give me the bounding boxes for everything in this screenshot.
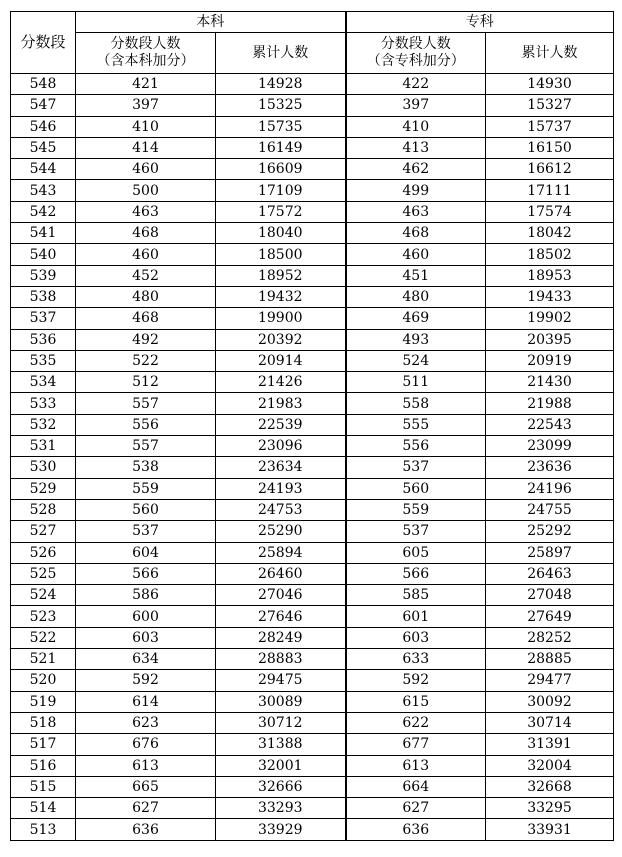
- score-cell: 524: [11, 585, 76, 606]
- benke-count-header: [76, 33, 216, 74]
- zhuanke-count-cell: 422: [346, 74, 486, 95]
- score-cell: 519: [11, 691, 76, 712]
- benke-cumulative-cell: 26460: [216, 563, 346, 584]
- benke-count-cell: 592: [76, 670, 216, 691]
- benke-cumulative-cell: 32001: [216, 755, 346, 776]
- zhuanke-cumulative-cell: 17111: [486, 180, 614, 201]
- table-row: [11, 521, 614, 542]
- zhuanke-cumulative-cell: 32668: [486, 776, 614, 797]
- benke-count-cell: 603: [76, 627, 216, 648]
- zhuanke-count-cell: 469: [346, 308, 486, 329]
- zhuanke-count-cell: 601: [346, 606, 486, 627]
- table-body: [11, 74, 614, 841]
- table-row: [11, 712, 614, 733]
- benke-count-cell: 627: [76, 798, 216, 819]
- zhuanke-cumulative-cell: 22543: [486, 414, 614, 435]
- benke-cumulative-cell: 32666: [216, 776, 346, 797]
- zhuanke-cumulative-cell: 32004: [486, 755, 614, 776]
- benke-count-header-line2: （含本科加分）: [96, 53, 195, 69]
- benke-cumulative-cell: 15735: [216, 116, 346, 137]
- score-cell: 534: [11, 372, 76, 393]
- table-row: [11, 350, 614, 371]
- zhuanke-cumulative-cell: 29477: [486, 670, 614, 691]
- table-row: [11, 180, 614, 201]
- zhuanke-count-cell: 677: [346, 734, 486, 755]
- zhuanke-count-cell: 664: [346, 776, 486, 797]
- score-cell: 548: [11, 74, 76, 95]
- zhuanke-count-cell: 493: [346, 329, 486, 350]
- zhuanke-cumulative-cell: 27048: [486, 585, 614, 606]
- benke-cumulative-cell: 27046: [216, 585, 346, 606]
- benke-cumulative-cell: 29475: [216, 670, 346, 691]
- zhuanke-count-cell: 480: [346, 286, 486, 307]
- table-row: [11, 627, 614, 648]
- score-cell: 532: [11, 414, 76, 435]
- table-row: [11, 606, 614, 627]
- score-cell: 544: [11, 159, 76, 180]
- zhuanke-cumulative-cell: 21988: [486, 393, 614, 414]
- score-cell: 514: [11, 798, 76, 819]
- score-cell: 526: [11, 542, 76, 563]
- zhuanke-cumulative-cell: 18953: [486, 265, 614, 286]
- benke-cumulative-cell: 33293: [216, 798, 346, 819]
- benke-count-cell: 397: [76, 95, 216, 116]
- benke-count-cell: 452: [76, 265, 216, 286]
- table-row: [11, 734, 614, 755]
- score-cell: 521: [11, 649, 76, 670]
- score-cell: 513: [11, 819, 76, 840]
- zhuanke-count-cell: 636: [346, 819, 486, 840]
- score-column-header: 分数段: [11, 12, 76, 74]
- zhuanke-count-cell: 622: [346, 712, 486, 733]
- benke-count-cell: 537: [76, 521, 216, 542]
- benke-cumulative-cell: 15325: [216, 95, 346, 116]
- score-cell: 540: [11, 244, 76, 265]
- zhuanke-cumulative-cell: 24755: [486, 499, 614, 520]
- zhuanke-cumulative-cell: 31391: [486, 734, 614, 755]
- benke-count-cell: 500: [76, 180, 216, 201]
- zhuanke-cumulative-cell: 23636: [486, 457, 614, 478]
- zhuanke-count-cell: 537: [346, 521, 486, 542]
- benke-cumulative-cell: 22539: [216, 414, 346, 435]
- benke-cumulative-cell: 20392: [216, 329, 346, 350]
- benke-cumulative-cell: 31388: [216, 734, 346, 755]
- table-row: [11, 436, 614, 457]
- table-row: [11, 542, 614, 563]
- benke-cumulative-cell: 30089: [216, 691, 346, 712]
- benke-count-cell: 480: [76, 286, 216, 307]
- table-row: [11, 585, 614, 606]
- benke-cumulative-cell: 18500: [216, 244, 346, 265]
- benke-cumulative-cell: 20914: [216, 350, 346, 371]
- benke-group-header: 本科: [76, 12, 346, 33]
- benke-count-header-line1: 分数段人数: [110, 36, 181, 52]
- benke-count-cell: 634: [76, 649, 216, 670]
- score-cell: 535: [11, 350, 76, 371]
- table-row: [11, 478, 614, 499]
- table-row: [11, 286, 614, 307]
- benke-cumulative-cell: 23634: [216, 457, 346, 478]
- table-row: [11, 649, 614, 670]
- benke-count-cell: 676: [76, 734, 216, 755]
- table-row: [11, 819, 614, 840]
- benke-cumulative-cell: 19432: [216, 286, 346, 307]
- score-cell: 536: [11, 329, 76, 350]
- zhuanke-cumulative-cell: 19902: [486, 308, 614, 329]
- benke-count-cell: 492: [76, 329, 216, 350]
- zhuanke-count-cell: 537: [346, 457, 486, 478]
- zhuanke-count-cell: 556: [346, 436, 486, 457]
- benke-cumulative-cell: 16149: [216, 137, 346, 158]
- table-row: [11, 691, 614, 712]
- benke-cumulative-cell: 21983: [216, 393, 346, 414]
- score-cell: 523: [11, 606, 76, 627]
- benke-cumulative-cell: 18952: [216, 265, 346, 286]
- table-row: [11, 244, 614, 265]
- table-row: [11, 308, 614, 329]
- zhuanke-count-cell: 499: [346, 180, 486, 201]
- zhuanke-count-cell: 397: [346, 95, 486, 116]
- benke-count-cell: 665: [76, 776, 216, 797]
- benke-cumulative-cell: 33929: [216, 819, 346, 840]
- benke-cumulative-cell: 17572: [216, 201, 346, 222]
- score-cell: 541: [11, 223, 76, 244]
- benke-cumulative-cell: 30712: [216, 712, 346, 733]
- table-row: [11, 137, 614, 158]
- zhuanke-group-header: 专科: [346, 12, 614, 33]
- table-row: [11, 776, 614, 797]
- benke-count-cell: 613: [76, 755, 216, 776]
- benke-count-cell: 557: [76, 393, 216, 414]
- score-cell: 546: [11, 116, 76, 137]
- header-row-columns: [11, 33, 614, 74]
- score-cell: 515: [11, 776, 76, 797]
- score-cell: 518: [11, 712, 76, 733]
- zhuanke-count-cell: 558: [346, 393, 486, 414]
- zhuanke-count-cell: 511: [346, 372, 486, 393]
- score-cell: 547: [11, 95, 76, 116]
- benke-count-cell: 522: [76, 350, 216, 371]
- benke-count-cell: 636: [76, 819, 216, 840]
- zhuanke-count-header-line1: 分数段人数: [380, 36, 451, 52]
- zhuanke-cumulative-cell: 27649: [486, 606, 614, 627]
- zhuanke-count-cell: 524: [346, 350, 486, 371]
- table-row: [11, 329, 614, 350]
- zhuanke-cumulative-cell: 28885: [486, 649, 614, 670]
- table-row: [11, 95, 614, 116]
- table-row: [11, 223, 614, 244]
- score-cell: 531: [11, 436, 76, 457]
- score-distribution-table: [10, 11, 614, 841]
- score-cell: 525: [11, 563, 76, 584]
- zhuanke-count-cell: 410: [346, 116, 486, 137]
- table-row: [11, 670, 614, 691]
- score-cell: 522: [11, 627, 76, 648]
- benke-count-cell: 468: [76, 308, 216, 329]
- zhuanke-count-cell: 559: [346, 499, 486, 520]
- score-cell: 545: [11, 137, 76, 158]
- benke-count-cell: 463: [76, 201, 216, 222]
- table-row: [11, 499, 614, 520]
- zhuanke-count-cell: 615: [346, 691, 486, 712]
- table-row: [11, 755, 614, 776]
- table-row: [11, 798, 614, 819]
- benke-cumulative-cell: 27646: [216, 606, 346, 627]
- zhuanke-count-cell: 585: [346, 585, 486, 606]
- score-cell: 517: [11, 734, 76, 755]
- zhuanke-cumulative-cell: 28252: [486, 627, 614, 648]
- table-row: [11, 563, 614, 584]
- zhuanke-cumulative-cell: 30714: [486, 712, 614, 733]
- score-cell: 520: [11, 670, 76, 691]
- zhuanke-count-cell: 560: [346, 478, 486, 499]
- benke-cumulative-cell: 24193: [216, 478, 346, 499]
- table-row: [11, 372, 614, 393]
- zhuanke-count-cell: 460: [346, 244, 486, 265]
- benke-cumulative-cell: 25290: [216, 521, 346, 542]
- zhuanke-cumulative-cell: 14930: [486, 74, 614, 95]
- zhuanke-cumulative-cell: 21430: [486, 372, 614, 393]
- score-cell: 537: [11, 308, 76, 329]
- zhuanke-count-cell: 463: [346, 201, 486, 222]
- benke-cumulative-cell: 25894: [216, 542, 346, 563]
- benke-count-cell: 586: [76, 585, 216, 606]
- zhuanke-cumulative-cell: 17574: [486, 201, 614, 222]
- zhuanke-count-cell: 413: [346, 137, 486, 158]
- zhuanke-count-cell: 468: [346, 223, 486, 244]
- zhuanke-count-cell: 605: [346, 542, 486, 563]
- zhuanke-cumulative-cell: 23099: [486, 436, 614, 457]
- table-row: [11, 393, 614, 414]
- zhuanke-count-cell: 633: [346, 649, 486, 670]
- benke-cumulative-cell: 14928: [216, 74, 346, 95]
- benke-cumulative-cell: 19900: [216, 308, 346, 329]
- zhuanke-cumulative-cell: 18502: [486, 244, 614, 265]
- benke-count-cell: 566: [76, 563, 216, 584]
- zhuanke-cumulative-cell: 18042: [486, 223, 614, 244]
- zhuanke-cumulative-cell: 30092: [486, 691, 614, 712]
- score-cell: 516: [11, 755, 76, 776]
- zhuanke-cumulative-cell: 33295: [486, 798, 614, 819]
- benke-count-cell: 468: [76, 223, 216, 244]
- zhuanke-cumulative-cell: 16150: [486, 137, 614, 158]
- zhuanke-cumulative-cell: 20919: [486, 350, 614, 371]
- zhuanke-cumulative-cell: 26463: [486, 563, 614, 584]
- zhuanke-cumulative-cell: 16612: [486, 159, 614, 180]
- zhuanke-cumulative-cell: 25897: [486, 542, 614, 563]
- table-row: [11, 414, 614, 435]
- benke-count-cell: 538: [76, 457, 216, 478]
- score-cell: 539: [11, 265, 76, 286]
- score-cell: 528: [11, 499, 76, 520]
- table-row: [11, 201, 614, 222]
- benke-count-cell: 557: [76, 436, 216, 457]
- benke-count-cell: 512: [76, 372, 216, 393]
- benke-cumulative-cell: 21426: [216, 372, 346, 393]
- score-cell: 527: [11, 521, 76, 542]
- zhuanke-count-cell: 613: [346, 755, 486, 776]
- benke-cumulative-cell: 28883: [216, 649, 346, 670]
- benke-count-cell: 414: [76, 137, 216, 158]
- zhuanke-cumulative-header: 累计人数: [486, 33, 614, 74]
- benke-cumulative-cell: 23096: [216, 436, 346, 457]
- header-row-groups: [11, 12, 614, 33]
- benke-count-cell: 460: [76, 244, 216, 265]
- benke-count-cell: 604: [76, 542, 216, 563]
- table-row: [11, 159, 614, 180]
- table-row: [11, 457, 614, 478]
- zhuanke-cumulative-cell: 19433: [486, 286, 614, 307]
- zhuanke-cumulative-cell: 24196: [486, 478, 614, 499]
- zhuanke-count-cell: 566: [346, 563, 486, 584]
- zhuanke-count-cell: 603: [346, 627, 486, 648]
- benke-cumulative-cell: 17109: [216, 180, 346, 201]
- benke-count-cell: 559: [76, 478, 216, 499]
- zhuanke-count-header: [346, 33, 486, 74]
- zhuanke-cumulative-cell: 33931: [486, 819, 614, 840]
- score-cell: 542: [11, 201, 76, 222]
- score-cell: 543: [11, 180, 76, 201]
- zhuanke-count-header-line2: （含专科加分）: [366, 53, 465, 69]
- table-row: [11, 265, 614, 286]
- zhuanke-count-cell: 451: [346, 265, 486, 286]
- benke-count-cell: 560: [76, 499, 216, 520]
- score-cell: 538: [11, 286, 76, 307]
- benke-cumulative-header: 累计人数: [216, 33, 346, 74]
- score-cell: 533: [11, 393, 76, 414]
- benke-cumulative-cell: 18040: [216, 223, 346, 244]
- benke-cumulative-cell: 16609: [216, 159, 346, 180]
- zhuanke-cumulative-cell: 15737: [486, 116, 614, 137]
- benke-count-cell: 421: [76, 74, 216, 95]
- zhuanke-count-cell: 555: [346, 414, 486, 435]
- table-row: [11, 74, 614, 95]
- zhuanke-cumulative-cell: 15327: [486, 95, 614, 116]
- zhuanke-count-cell: 592: [346, 670, 486, 691]
- score-cell: 530: [11, 457, 76, 478]
- benke-cumulative-cell: 28249: [216, 627, 346, 648]
- zhuanke-count-cell: 462: [346, 159, 486, 180]
- benke-count-cell: 556: [76, 414, 216, 435]
- benke-count-cell: 614: [76, 691, 216, 712]
- zhuanke-cumulative-cell: 25292: [486, 521, 614, 542]
- benke-cumulative-cell: 24753: [216, 499, 346, 520]
- zhuanke-count-cell: 627: [346, 798, 486, 819]
- zhuanke-cumulative-cell: 20395: [486, 329, 614, 350]
- benke-count-cell: 410: [76, 116, 216, 137]
- benke-count-cell: 623: [76, 712, 216, 733]
- table-row: [11, 116, 614, 137]
- score-cell: 529: [11, 478, 76, 499]
- benke-count-cell: 460: [76, 159, 216, 180]
- benke-count-cell: 600: [76, 606, 216, 627]
